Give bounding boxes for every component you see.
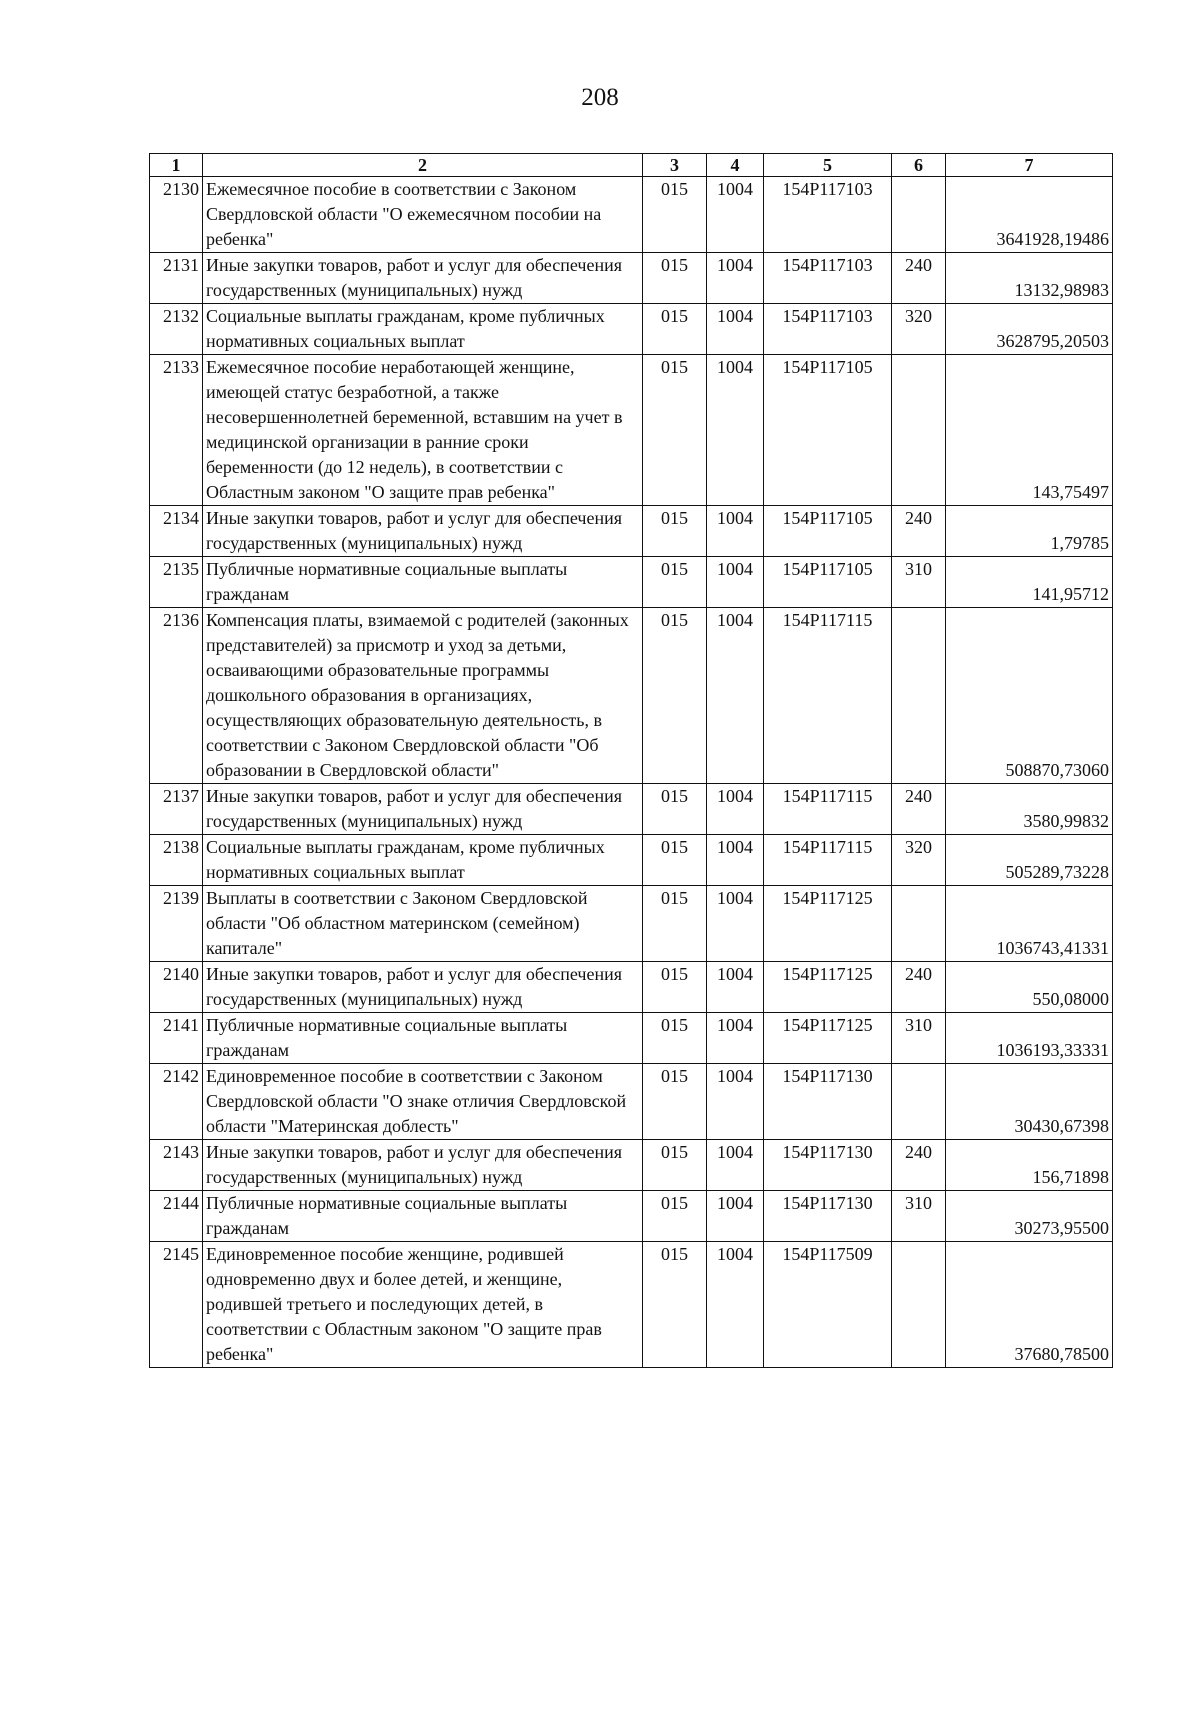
row-col6: 310	[892, 557, 946, 608]
row-col4: 1004	[707, 506, 764, 557]
table-row	[150, 886, 1113, 962]
table-row	[150, 177, 1113, 253]
row-col5: 154P117115	[764, 835, 892, 886]
table-row	[150, 608, 1113, 784]
row-col6: 320	[892, 835, 946, 886]
row-amount: 37680,78500	[946, 1242, 1113, 1368]
row-amount: 3641928,19486	[946, 177, 1113, 253]
row-col4: 1004	[707, 1242, 764, 1368]
row-number: 2130	[150, 177, 203, 253]
row-number: 2144	[150, 1191, 203, 1242]
row-col5: 154P117125	[764, 1013, 892, 1064]
budget-table	[149, 153, 1113, 1368]
row-col6	[892, 1242, 946, 1368]
header-col-3: 3	[643, 154, 707, 177]
row-col5: 154P117130	[764, 1064, 892, 1140]
row-col5: 154P117125	[764, 962, 892, 1013]
row-col5: 154P117103	[764, 304, 892, 355]
row-name: Иные закупки товаров, работ и услуг для обеспечения государственных (муниципальных) нужд	[203, 253, 643, 304]
row-col6	[892, 355, 946, 506]
row-col5: 154P117130	[764, 1140, 892, 1191]
row-col6: 240	[892, 784, 946, 835]
row-number: 2139	[150, 886, 203, 962]
header-col-6: 6	[892, 154, 946, 177]
row-col6	[892, 177, 946, 253]
row-col5: 154P117105	[764, 355, 892, 506]
row-col4: 1004	[707, 253, 764, 304]
row-col4: 1004	[707, 784, 764, 835]
row-col5: 154P117103	[764, 253, 892, 304]
table-row	[150, 355, 1113, 506]
row-number: 2135	[150, 557, 203, 608]
row-amount: 1,79785	[946, 506, 1113, 557]
row-col4: 1004	[707, 1191, 764, 1242]
row-name: Единовременное пособие женщине, родившей одновременно двух и более детей, и женщине, родившей третьего и последующих детей, в соответствии с Областным законом "О защите прав ребенка"	[203, 1242, 643, 1368]
row-col4: 1004	[707, 1064, 764, 1140]
table-row	[150, 506, 1113, 557]
row-amount: 13132,98983	[946, 253, 1113, 304]
row-col3: 015	[643, 835, 707, 886]
table-row	[150, 1140, 1113, 1191]
row-col6: 240	[892, 506, 946, 557]
row-amount: 505289,73228	[946, 835, 1113, 886]
row-name: Единовременное пособие в соответствии с Законом Свердловской области "О знаке отличия Свердловской области "Материнская доблесть"	[203, 1064, 643, 1140]
row-col3: 015	[643, 506, 707, 557]
row-amount: 156,71898	[946, 1140, 1113, 1191]
row-amount: 141,95712	[946, 557, 1113, 608]
row-col3: 015	[643, 177, 707, 253]
row-amount: 30430,67398	[946, 1064, 1113, 1140]
row-col3: 015	[643, 1191, 707, 1242]
row-col5: 154P117509	[764, 1242, 892, 1368]
row-name: Иные закупки товаров, работ и услуг для обеспечения государственных (муниципальных) нужд	[203, 962, 643, 1013]
row-name: Иные закупки товаров, работ и услуг для обеспечения государственных (муниципальных) нужд	[203, 506, 643, 557]
header-col-5: 5	[764, 154, 892, 177]
header-col-7: 7	[946, 154, 1113, 177]
row-amount: 3580,99832	[946, 784, 1113, 835]
row-col3: 015	[643, 304, 707, 355]
row-name: Публичные нормативные социальные выплаты гражданам	[203, 1013, 643, 1064]
row-col4: 1004	[707, 835, 764, 886]
row-col6: 310	[892, 1191, 946, 1242]
row-col6: 320	[892, 304, 946, 355]
row-number: 2145	[150, 1242, 203, 1368]
table-row	[150, 1064, 1113, 1140]
row-col4: 1004	[707, 557, 764, 608]
row-number: 2131	[150, 253, 203, 304]
row-col5: 154P117130	[764, 1191, 892, 1242]
row-number: 2142	[150, 1064, 203, 1140]
row-amount: 508870,73060	[946, 608, 1113, 784]
row-col4: 1004	[707, 886, 764, 962]
row-number: 2141	[150, 1013, 203, 1064]
table-row	[150, 557, 1113, 608]
row-col3: 015	[643, 253, 707, 304]
header-col-1: 1	[150, 154, 203, 177]
row-col4: 1004	[707, 962, 764, 1013]
row-col3: 015	[643, 557, 707, 608]
row-col3: 015	[643, 886, 707, 962]
row-col3: 015	[643, 1064, 707, 1140]
row-col6	[892, 886, 946, 962]
row-number: 2133	[150, 355, 203, 506]
row-col4: 1004	[707, 304, 764, 355]
row-amount: 3628795,20503	[946, 304, 1113, 355]
row-col4: 1004	[707, 355, 764, 506]
row-col5: 154P117125	[764, 886, 892, 962]
row-amount: 30273,95500	[946, 1191, 1113, 1242]
row-col4: 1004	[707, 1013, 764, 1064]
row-name: Социальные выплаты гражданам, кроме публичных нормативных социальных выплат	[203, 835, 643, 886]
row-name: Публичные нормативные социальные выплаты гражданам	[203, 1191, 643, 1242]
row-amount: 1036193,33331	[946, 1013, 1113, 1064]
row-col3: 015	[643, 355, 707, 506]
row-col3: 015	[643, 1242, 707, 1368]
row-name: Социальные выплаты гражданам, кроме публичных нормативных социальных выплат	[203, 304, 643, 355]
page-number: 208	[581, 84, 619, 111]
header-col-2: 2	[203, 154, 643, 177]
row-col4: 1004	[707, 1140, 764, 1191]
row-name: Иные закупки товаров, работ и услуг для обеспечения государственных (муниципальных) нужд	[203, 1140, 643, 1191]
row-number: 2143	[150, 1140, 203, 1191]
table-row	[150, 835, 1113, 886]
row-col6: 240	[892, 253, 946, 304]
row-name: Ежемесячное пособие неработающей женщине, имеющей статус безработной, а также несовершеннолетней беременной, вставшим на учет в медицинской организации в ранние сроки беременности (до 12 недель), в соответствии с Областным законом "О защите прав ребенка"	[203, 355, 643, 506]
row-number: 2138	[150, 835, 203, 886]
row-col5: 154P117115	[764, 784, 892, 835]
table-row	[150, 1013, 1113, 1064]
row-col5: 154P117103	[764, 177, 892, 253]
row-number: 2134	[150, 506, 203, 557]
row-col3: 015	[643, 962, 707, 1013]
header-row	[150, 154, 1113, 177]
table-row	[150, 1242, 1113, 1368]
row-col6	[892, 608, 946, 784]
row-col3: 015	[643, 1013, 707, 1064]
header-col-4: 4	[707, 154, 764, 177]
row-col6	[892, 1064, 946, 1140]
row-amount: 1036743,41331	[946, 886, 1113, 962]
row-col5: 154P117105	[764, 506, 892, 557]
row-col6: 240	[892, 1140, 946, 1191]
row-name: Выплаты в соответствии с Законом Свердловской области "Об областном материнском (семейном) капитале"	[203, 886, 643, 962]
row-number: 2136	[150, 608, 203, 784]
row-col3: 015	[643, 608, 707, 784]
row-number: 2132	[150, 304, 203, 355]
row-name: Компенсация платы, взимаемой с родителей (законных представителей) за присмотр и уход за детьми, осваивающими образовательные программы дошкольного образования в организациях, осуществляющих образовательную деятельность, в соответствии с Законом Свердловской области "Об образовании в Свердловской области"	[203, 608, 643, 784]
row-name: Иные закупки товаров, работ и услуг для обеспечения государственных (муниципальных) нужд	[203, 784, 643, 835]
row-amount: 550,08000	[946, 962, 1113, 1013]
row-name: Публичные нормативные социальные выплаты гражданам	[203, 557, 643, 608]
row-name: Ежемесячное пособие в соответствии с Законом Свердловской области "О ежемесячном пособии на ребенка"	[203, 177, 643, 253]
row-col4: 1004	[707, 608, 764, 784]
row-col3: 015	[643, 784, 707, 835]
row-col4: 1004	[707, 177, 764, 253]
row-number: 2137	[150, 784, 203, 835]
row-col6: 240	[892, 962, 946, 1013]
table-row	[150, 784, 1113, 835]
table-row	[150, 962, 1113, 1013]
row-col5: 154P117105	[764, 557, 892, 608]
row-amount: 143,75497	[946, 355, 1113, 506]
table-row	[150, 304, 1113, 355]
row-col3: 015	[643, 1140, 707, 1191]
row-col6: 310	[892, 1013, 946, 1064]
table-row	[150, 1191, 1113, 1242]
row-col5: 154P117115	[764, 608, 892, 784]
table-row	[150, 253, 1113, 304]
row-number: 2140	[150, 962, 203, 1013]
